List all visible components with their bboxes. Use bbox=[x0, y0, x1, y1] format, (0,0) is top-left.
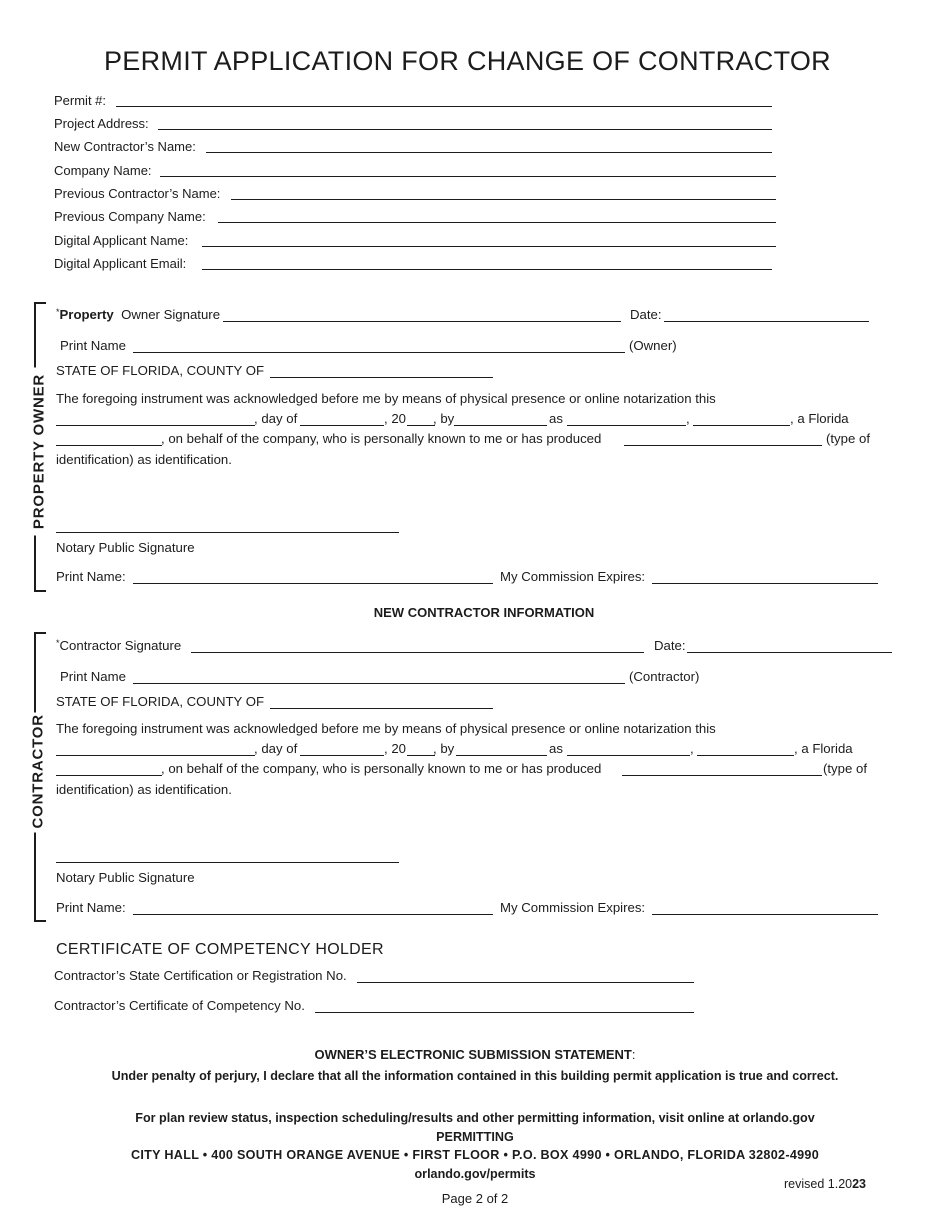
owner-bracket-top bbox=[34, 302, 46, 304]
contractor-bracket-bottom bbox=[34, 920, 46, 922]
address-text: CITY HALL • 400 SOUTH ORANGE AVENUE • FIRST FLOOR • P.O. BOX 4990 • ORLANDO, FLORIDA 32802-4990 bbox=[130, 1148, 820, 1162]
permit-label: Permit #: bbox=[54, 93, 107, 108]
contractor-print-name-label: Print Name bbox=[60, 669, 126, 684]
contractor-print-name-field[interactable] bbox=[133, 683, 625, 684]
contractor-signature-field[interactable] bbox=[191, 652, 644, 653]
owner-signature-text: Owner Signature bbox=[121, 307, 221, 322]
contractor-suffix: (Contractor) bbox=[629, 669, 700, 684]
plan-review-text: For plan review status, inspection scheduling/results and other permitting information, visit online at orlando.gov bbox=[135, 1111, 815, 1125]
owner-ack-line1: The foregoing instrument was acknowledged before me by means of physical presence or online notarization this bbox=[56, 391, 716, 406]
owner-ack-year-field[interactable] bbox=[407, 425, 435, 426]
company-name-field[interactable] bbox=[160, 176, 776, 177]
company-name-label: Company Name: bbox=[54, 163, 152, 178]
property-owner-side-label: PROPERTY OWNER bbox=[31, 368, 48, 536]
owner-comma-text: , bbox=[686, 411, 690, 426]
contractor-ack-title-field[interactable] bbox=[697, 755, 794, 756]
contractor-day-of-text: , day of bbox=[254, 741, 298, 756]
state-cert-label: Contractor’s State Certification or Registration No. bbox=[54, 968, 347, 983]
owner-notary-signature-label: Notary Public Signature bbox=[56, 540, 195, 555]
owner-a-florida-text: , a Florida bbox=[790, 411, 849, 426]
owner-as-text: as bbox=[549, 411, 563, 426]
previous-contractor-name-label: Previous Contractor’s Name: bbox=[54, 186, 221, 201]
contractor-as-text: as bbox=[549, 741, 563, 756]
owner-bracket-bottom bbox=[34, 590, 46, 592]
owner-twenty-text: , 20 bbox=[384, 411, 406, 426]
contractor-side-label: CONTRACTOR bbox=[30, 713, 47, 833]
new-contractor-heading: NEW CONTRACTOR INFORMATION bbox=[373, 605, 595, 620]
page-number: Page 2 of 2 bbox=[441, 1191, 509, 1206]
contractor-ack-id-type-field[interactable] bbox=[622, 775, 822, 776]
contractor-comma-text: , bbox=[690, 741, 694, 756]
contractor-date-label: Date: bbox=[654, 638, 686, 653]
owner-date-field[interactable] bbox=[664, 321, 869, 322]
owner-signature-field[interactable] bbox=[223, 321, 621, 322]
contractor-state-county-label: STATE OF FLORIDA, COUNTY OF bbox=[56, 694, 265, 709]
contractor-commission-field[interactable] bbox=[652, 914, 878, 915]
owner-by-text: , by bbox=[433, 411, 455, 426]
digital-applicant-email-label: Digital Applicant Email: bbox=[54, 256, 187, 271]
contractor-notary-signature-field[interactable] bbox=[56, 862, 399, 863]
permitting-text: PERMITTING bbox=[436, 1130, 514, 1144]
owner-ack-as-field[interactable] bbox=[567, 425, 686, 426]
contractor-date-field[interactable] bbox=[687, 652, 892, 653]
contractor-signature-label bbox=[56, 638, 181, 653]
new-contractor-name-label: New Contractor’s Name: bbox=[54, 139, 196, 154]
contractor-ack-day-field[interactable] bbox=[56, 755, 255, 756]
contractor-signature-text: Contractor Signature bbox=[59, 638, 182, 653]
digital-applicant-name-label: Digital Applicant Name: bbox=[54, 233, 189, 248]
owner-date-label: Date: bbox=[630, 307, 662, 322]
owner-commission-label: My Commission Expires: bbox=[500, 569, 646, 584]
contractor-twenty-text: , 20 bbox=[384, 741, 406, 756]
project-address-field[interactable] bbox=[158, 129, 772, 130]
contractor-bracket-top bbox=[34, 632, 46, 634]
required-asterisk: * bbox=[56, 638, 60, 648]
page-title: PERMIT APPLICATION FOR CHANGE OF CONTRACTOR bbox=[104, 46, 831, 76]
owner-commission-field[interactable] bbox=[652, 583, 878, 584]
statement-heading-text: OWNER’S ELECTRONIC SUBMISSION STATEMENT bbox=[314, 1047, 632, 1062]
revision-text bbox=[784, 1177, 866, 1191]
contractor-identification-text: identification) as identification. bbox=[56, 782, 232, 797]
owner-state-county-label: STATE OF FLORIDA, COUNTY OF bbox=[56, 363, 265, 378]
revised-prefix: revised 1.20 bbox=[784, 1177, 853, 1191]
owner-notary-signature-field[interactable] bbox=[56, 532, 399, 533]
contractor-ack-year-field[interactable] bbox=[407, 755, 435, 756]
property-word: Property bbox=[59, 307, 114, 322]
contractor-type-of-text: (type of bbox=[823, 761, 867, 776]
contractor-commission-label: My Commission Expires: bbox=[500, 900, 646, 915]
owner-day-of-text: , day of bbox=[254, 411, 298, 426]
competency-field[interactable] bbox=[315, 1012, 694, 1013]
state-cert-field[interactable] bbox=[357, 982, 694, 983]
contractor-by-text: , by bbox=[433, 741, 455, 756]
revised-suffix: 23 bbox=[852, 1177, 867, 1191]
permit-field[interactable] bbox=[116, 106, 772, 107]
contractor-county-field[interactable] bbox=[270, 708, 493, 709]
owner-print-name-label: Print Name bbox=[60, 338, 126, 353]
previous-company-name-label: Previous Company Name: bbox=[54, 209, 206, 224]
owner-ack-id-type-field[interactable] bbox=[624, 445, 822, 446]
digital-applicant-email-field[interactable] bbox=[202, 269, 772, 270]
owner-suffix: (Owner) bbox=[629, 338, 677, 353]
website-text[interactable]: orlando.gov/permits bbox=[414, 1167, 536, 1181]
previous-contractor-name-field[interactable] bbox=[231, 199, 776, 200]
statement-colon: : bbox=[631, 1047, 636, 1062]
contractor-ack-by-field[interactable] bbox=[456, 755, 547, 756]
owner-ack-day-field[interactable] bbox=[56, 425, 255, 426]
digital-applicant-name-field[interactable] bbox=[202, 246, 776, 247]
new-contractor-name-field[interactable] bbox=[206, 152, 772, 153]
owner-notary-print-name-field[interactable] bbox=[133, 583, 493, 584]
owner-behalf-text: , on behalf of the company, who is personally known to me or has produced bbox=[161, 431, 602, 446]
contractor-ack-entity-field[interactable] bbox=[56, 775, 162, 776]
contractor-ack-line1: The foregoing instrument was acknowledged before me by means of physical presence or online notarization this bbox=[56, 721, 716, 736]
contractor-ack-as-field[interactable] bbox=[567, 755, 690, 756]
contractor-notary-signature-label: Notary Public Signature bbox=[56, 870, 195, 885]
owner-signature-label bbox=[56, 307, 220, 322]
contractor-behalf-text: , on behalf of the company, who is personally known to me or has produced bbox=[161, 761, 602, 776]
owner-county-field[interactable] bbox=[270, 377, 493, 378]
previous-company-name-field[interactable] bbox=[218, 222, 776, 223]
contractor-ack-month-field[interactable] bbox=[300, 755, 384, 756]
owner-ack-entity-field[interactable] bbox=[56, 445, 162, 446]
contractor-notary-print-name-field[interactable] bbox=[133, 914, 493, 915]
contractor-notary-print-name-label: Print Name: bbox=[56, 900, 126, 915]
owner-type-of-text: (type of bbox=[826, 431, 870, 446]
contractor-a-florida-text: , a Florida bbox=[794, 741, 853, 756]
statement-text: Under penalty of perjury, I declare that all the information contained in this building permit application is true and correct. bbox=[111, 1069, 839, 1083]
project-address-label: Project Address: bbox=[54, 116, 149, 131]
owner-ack-month-field[interactable] bbox=[300, 425, 384, 426]
owner-ack-title-field[interactable] bbox=[693, 425, 790, 426]
owner-notary-print-name-label: Print Name: bbox=[56, 569, 126, 584]
statement-heading bbox=[0, 1047, 950, 1062]
required-asterisk: * bbox=[56, 307, 60, 317]
owner-ack-by-field[interactable] bbox=[454, 425, 547, 426]
certificate-heading: CERTIFICATE OF COMPETENCY HOLDER bbox=[56, 941, 384, 958]
owner-print-name-field[interactable] bbox=[133, 352, 625, 353]
competency-label: Contractor’s Certificate of Competency No. bbox=[54, 998, 305, 1013]
owner-identification-text: identification) as identification. bbox=[56, 452, 232, 467]
